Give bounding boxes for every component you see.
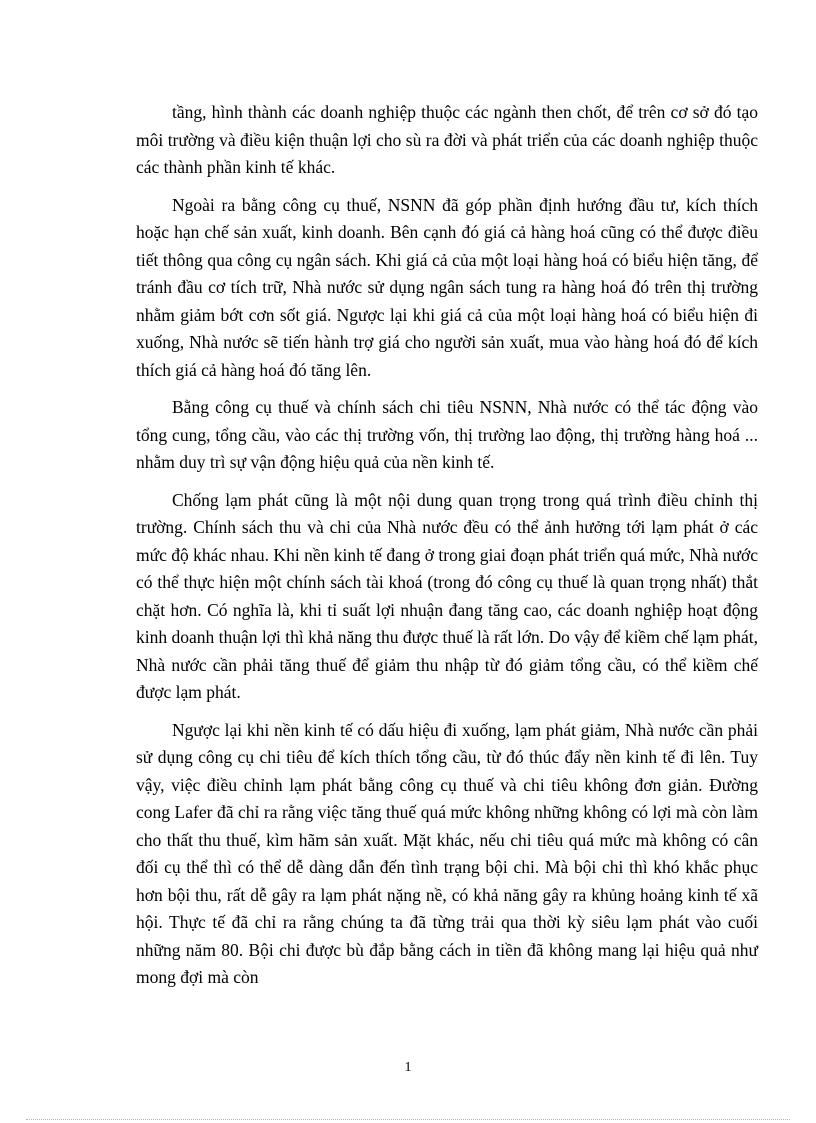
page-bottom-divider	[26, 1119, 790, 1120]
document-page	[136, 99, 758, 1002]
paragraph-3: Bằng công cụ thuế và chính sách chi tiêu NSNN, Nhà nước có thể tác động vào tổng cung, tổng cầu, vào các thị trường vốn, thị trường lao động, thị trường hàng hoá ... nhằm duy trì sự vận động hiệu quả của nền kinh tế.	[136, 397, 758, 472]
paragraph-5: Ngược lại khi nền kinh tế có dấu hiệu đi xuống, lạm phát giảm, Nhà nước cần phải sử dụng công cụ chi tiêu để kích thích tổng cầu, từ đó thúc đẩy nền kinh tế đi lên. Tuy vậy, việc điều chỉnh lạm phát bằng công cụ thuế và chi tiêu không đơn giản. Đường cong Lafer đã chỉ ra rằng việc tăng thuế quá mức không những không có lợi mà còn làm cho thất thu thuế, kìm hãm sản xuất. Mặt khác, nếu chi tiêu quá mức mà không có cân đối cụ thể thì có thể dễ dàng dẫn đến tình trạng bội chi. Mà bội chi thì khó khắc phục hơn bội thu, rất dễ gây ra lạm phát nặng nề, có khả năng gây ra khủng hoảng kinh tế xã hội. Thực tế đã chỉ ra rằng chúng ta đã từng trải qua thời kỳ siêu lạm phát vào cuối những năm 80. Bội chi được bù đắp bằng cách in tiền đã không mang lại hiệu quả như mong đợi mà còn	[136, 719, 758, 987]
paragraph-2: Ngoài ra bằng công cụ thuế, NSNN đã góp phần định hướng đầu tư, kích thích hoặc hạn chế sản xuất, kinh doanh. Bên cạnh đó giá cả hàng hoá cũng có thể được điều tiết thông qua công cụ ngân sách. Khi giá cả của một loại hàng hoá có biểu hiện tăng, để tránh đầu cơ tích trữ, Nhà nước sử dụng ngân sách tung ra hàng hoá đó trên thị trường nhằm giảm bớt cơn sốt giá. Ngược lại khi giá cả của một loại hàng hoá có biểu hiện đi xuống, Nhà nước sẽ tiến hành trợ giá cho người sản xuất, mua vào hàng hoá đó để kích thích giá cả hàng hoá đó tăng lên.	[136, 194, 758, 380]
paragraph-4: Chống lạm phát cũng là một nội dung quan trọng trong quá trình điều chỉnh thị trường. Chính sách thu và chi của Nhà nước đều có thể ảnh hưởng tới lạm phát ở các mức độ khác nhau. Khi nền kinh tế đang ở trong giai đoạn phát triển quá mức, Nhà nước có thể thực hiện một chính sách tài khoá (trong đó công cụ thuế là quan trọng nhất) thắt chặt hơn. Có nghĩa là, khi tỉ suất lợi nhuận đang tăng cao, các doanh nghiệp hoạt động kinh doanh thuận lợi thì khả năng thu được thuế là rất lớn. Do vậy để kiềm chế lạm phát, Nhà nước cần phải tăng thuế để giảm thu nhập từ đó giảm tổng cầu, có thể kiềm chế được lạm phát.	[136, 489, 758, 702]
page-number: 1	[404, 1060, 412, 1075]
paragraph-1: tầng, hình thành các doanh nghiệp thuộc các ngành then chốt, để trên cơ sở đó tạo môi trường và điều kiện thuận lợi cho sù ra đời và phát triển của các doanh nghiệp thuộc các thành phần kinh tế khác.	[136, 102, 758, 177]
